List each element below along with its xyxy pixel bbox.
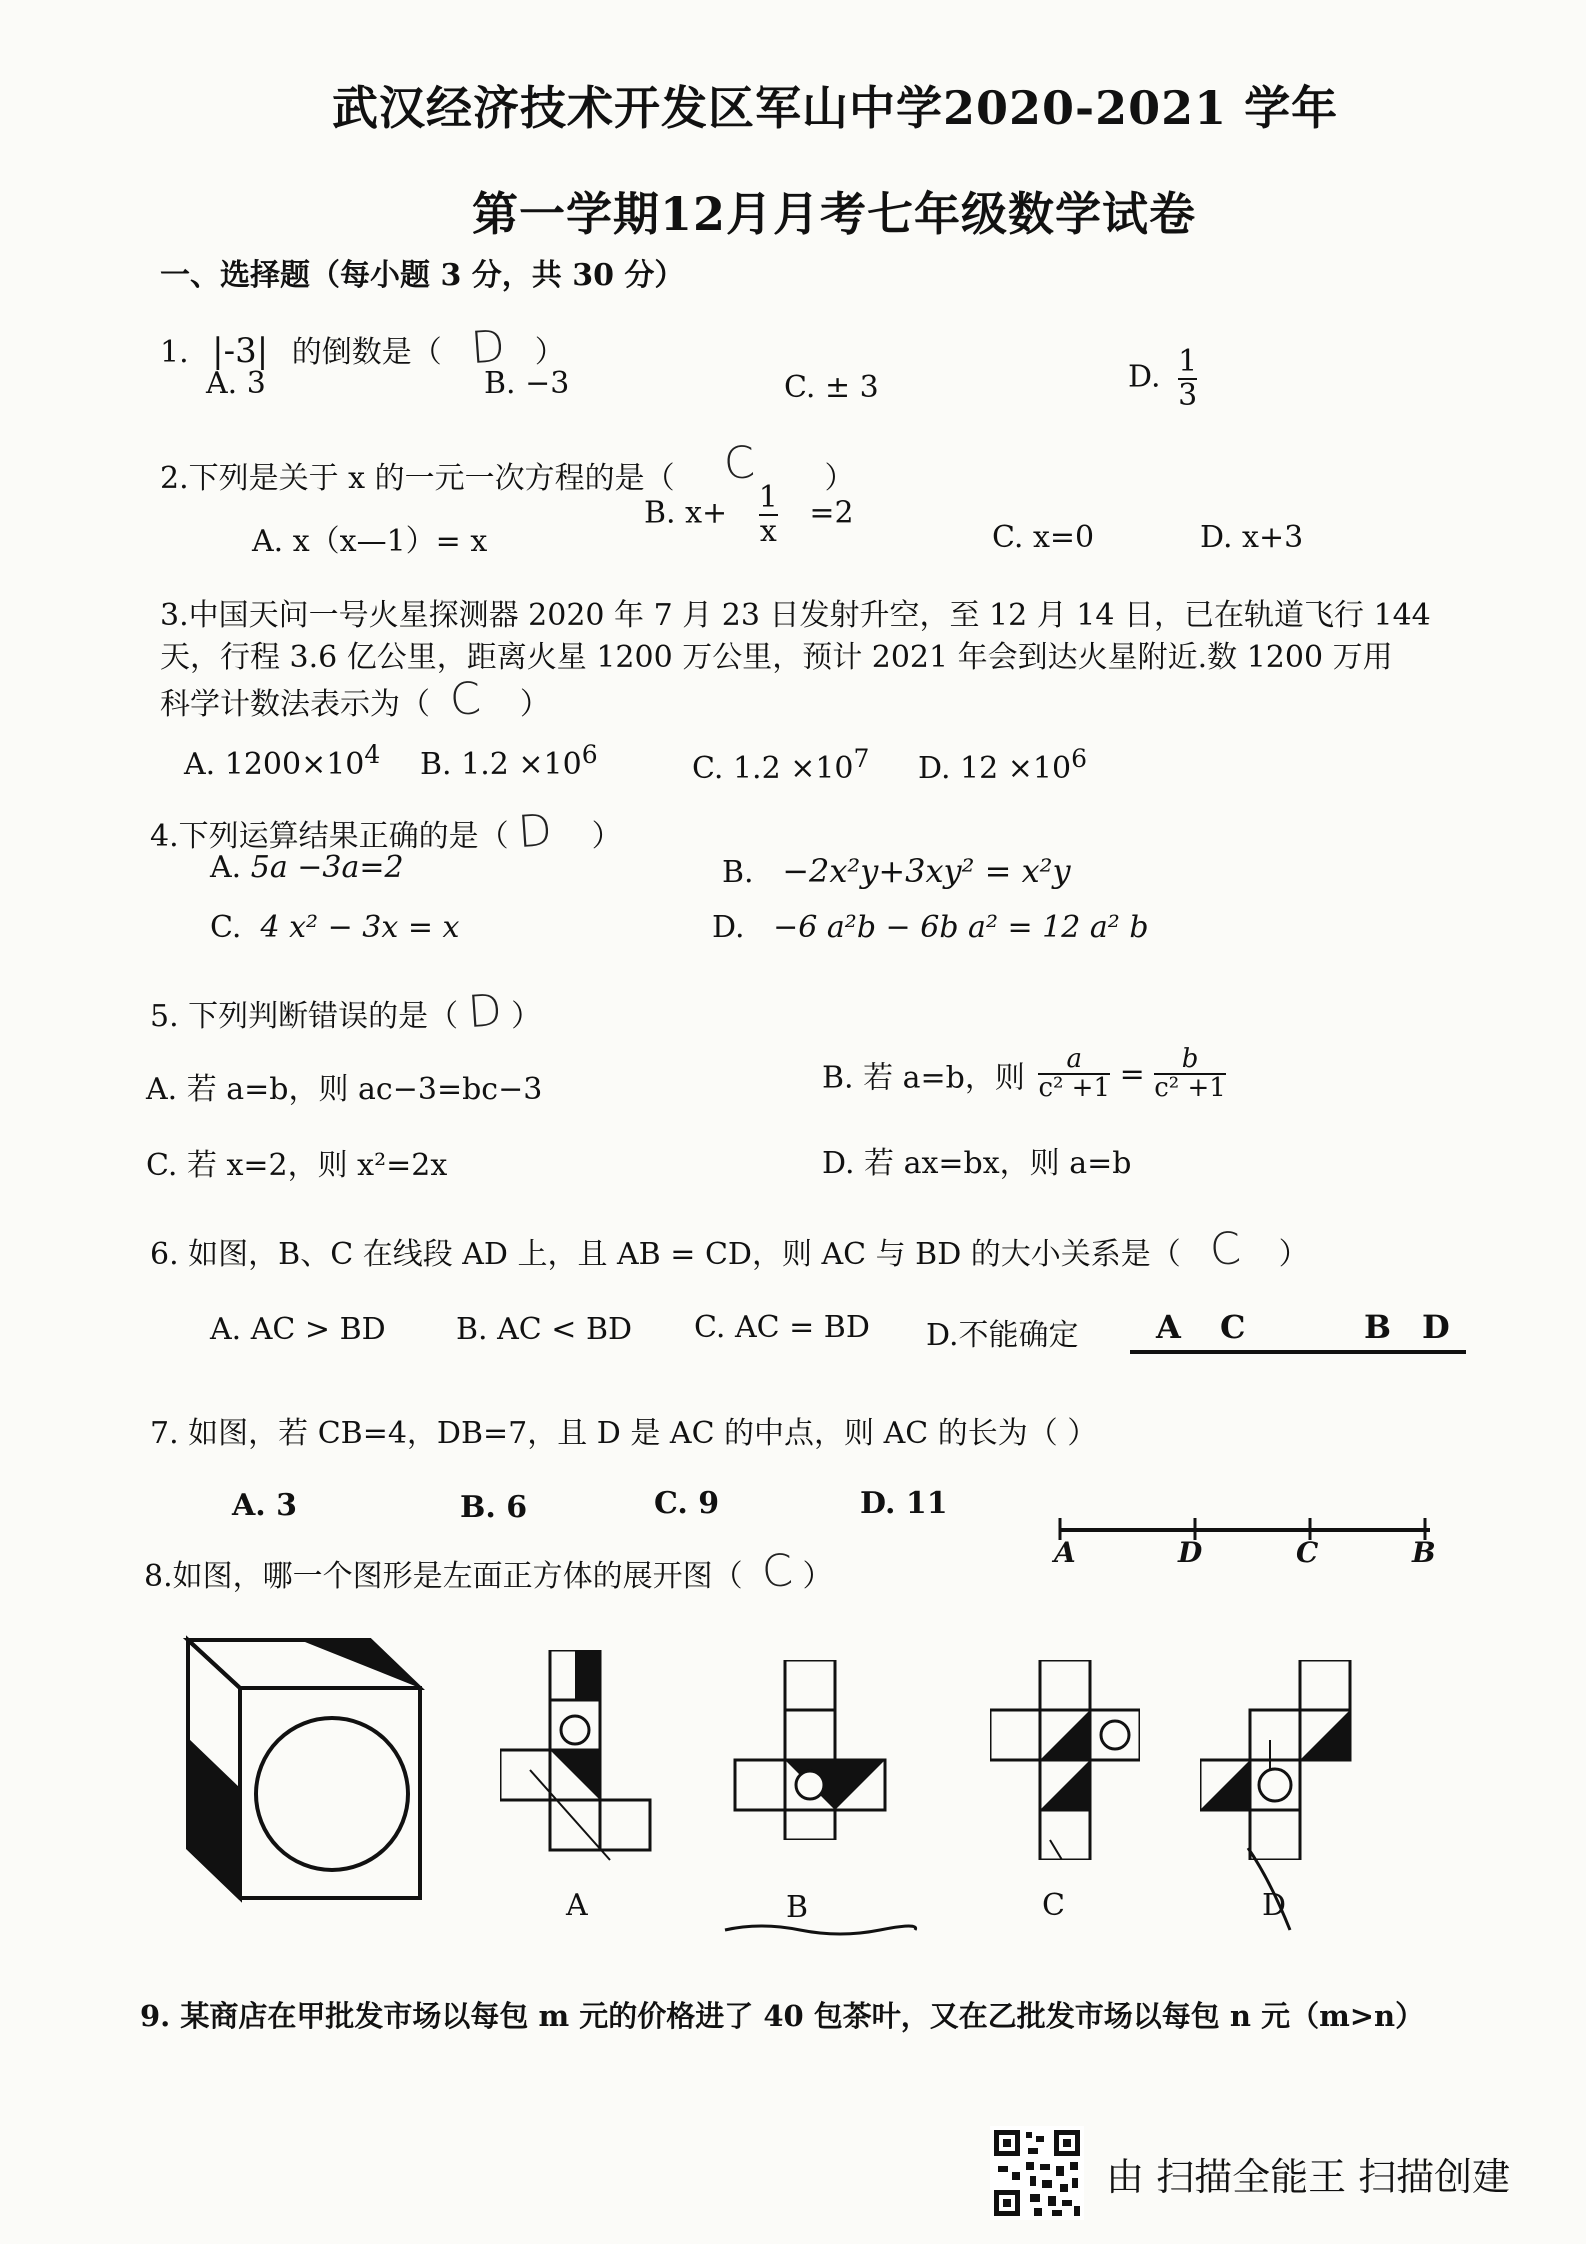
q5-option-a: A. 若 a=b，则 ac−3=bc−3: [146, 1072, 543, 1107]
question-8: [144, 1546, 832, 1597]
q4-option-b: [722, 852, 1071, 890]
title-line-2: 第一学期12月月考七年级数学试卷: [472, 187, 1197, 241]
q7-option-b: B. 6: [460, 1490, 528, 1525]
q8-close: ）: [802, 1559, 833, 1594]
q1-option-d-label: D.: [1128, 359, 1161, 395]
q3-c-exp: 7: [853, 744, 870, 773]
q6-point-b: B: [1364, 1308, 1392, 1346]
q4-c-expr: 4 x² − 3x = x: [260, 910, 460, 945]
q7-segment-line: [1050, 1500, 1440, 1540]
q7-point-b: B: [1412, 1536, 1436, 1569]
q2-answer: C: [722, 436, 757, 491]
q2-option-b-rest: =2: [809, 495, 854, 531]
q2-stem: 2.下列是关于 x 的一元一次方程的是（: [160, 461, 675, 496]
net-option-c: [990, 1660, 1140, 1860]
q8-answer: C: [760, 1544, 795, 1599]
q9-stem: 9. 某商店在甲批发市场以每包 m 元的价格进了 40 包茶叶，又在乙批发市场以每包 n 元（m>n）: [140, 1999, 1425, 2033]
q4-c-label: C.: [210, 910, 242, 945]
q4-option-c: [210, 910, 459, 945]
q3-d-base: D. 12 ×10: [918, 751, 1072, 786]
qr-code-icon: [990, 2126, 1084, 2220]
q6-option-c: C. AC = BD: [694, 1310, 870, 1345]
q6-segment-figure: [1130, 1304, 1470, 1364]
q4-close: ）: [591, 819, 622, 854]
q7-point-d: D: [1178, 1536, 1203, 1569]
question-6: [150, 1224, 1309, 1275]
q5-b-num2: b: [1181, 1044, 1199, 1074]
net-option-b: [730, 1660, 890, 1840]
q6-answer: C: [1208, 1222, 1243, 1277]
cube-figure: [180, 1628, 440, 1908]
q5-b-equals: =: [1119, 1056, 1145, 1092]
q2-option-b: [644, 482, 854, 547]
q4-b-label: B.: [722, 855, 754, 890]
q6-option-d: D.不能确定: [926, 1318, 1079, 1353]
q2-b-denominator: x: [759, 513, 777, 549]
q3-line-2: 天，行程 3.6 亿公里，距离火星 1200 万公里，预计 2021 年会到达火星附近.数 1200 万用: [160, 640, 1393, 675]
q5-b-den2: c² +1: [1154, 1073, 1226, 1104]
q4-option-d: [712, 910, 1149, 945]
q2-b-numerator: 1: [758, 480, 778, 515]
q6-point-a: A: [1156, 1308, 1181, 1346]
q3-line-1: 3.中国天问一号火星探测器 2020 年 7 月 23 日发射升空，至 12 月 14 日，已在轨道飞行 144: [160, 598, 1431, 633]
net-label-b: B: [786, 1890, 809, 1925]
net-label-c: C: [1042, 1888, 1065, 1923]
q2-option-c: C. x=0: [992, 520, 1095, 555]
q1-option-c: C. ± 3: [784, 370, 879, 405]
q2-option-a: A. x（x—1）= x: [252, 524, 488, 559]
q4-answer: D: [516, 804, 554, 859]
q5-option-c: C. 若 x=2，则 x²=2x: [146, 1148, 448, 1183]
q6-stem: 6. 如图，B、C 在线段 AD 上，且 AB = CD，则 AC 与 BD 的大小关系是（: [150, 1237, 1181, 1272]
q4-b-expr: −2x²y+3xy² = x²y: [782, 852, 1071, 890]
q6-close: ）: [1278, 1237, 1309, 1272]
q8-stem: 8.如图，哪一个图形是左面正方体的展开图（: [144, 1559, 743, 1594]
q3-line-3: [160, 674, 550, 725]
q4-d-expr: −6 a²b − 6b a² = 12 a² b: [773, 910, 1149, 945]
q1-option-d: [1128, 346, 1197, 411]
net-label-a: A: [566, 1888, 588, 1923]
question-5: [150, 986, 541, 1037]
q7-option-c: C. 9: [654, 1486, 720, 1521]
q3-a-exp: 4: [364, 740, 381, 769]
q5-b-num1: a: [1066, 1044, 1082, 1074]
q4-d-label: D.: [712, 910, 745, 945]
net-option-d: [1200, 1660, 1360, 1860]
q2-option-d: D. x+3: [1200, 520, 1304, 555]
q2-option-b-label: B. x+: [644, 495, 728, 531]
q3-c-base: C. 1.2 ×10: [692, 751, 854, 786]
q1-abs-value: |-3|: [212, 331, 269, 371]
q3-b-base: B. 1.2 ×10: [420, 747, 582, 782]
q4-option-a: [210, 850, 404, 885]
scanner-credit: 由 扫描全能王 扫描创建: [1106, 2155, 1511, 2199]
q1-option-a: A. 3: [206, 366, 266, 401]
q6-option-b: B. AC < BD: [456, 1312, 633, 1347]
q2-close: ）: [824, 461, 855, 496]
q6-point-c: C: [1220, 1308, 1246, 1346]
q5-option-b: [822, 1046, 1226, 1103]
q3-b-exp: 6: [581, 740, 598, 769]
net-b-underline: [720, 1920, 920, 1940]
q7-option-d: D. 11: [860, 1486, 948, 1521]
q3-answer: C: [447, 672, 483, 727]
net-label-d: D: [1262, 1888, 1287, 1923]
title-line-1: 武汉经济技术开发区军山中学2020-2021 学年: [332, 81, 1339, 135]
q7-option-a: A. 3: [232, 1488, 298, 1523]
q7-point-a: A: [1054, 1536, 1076, 1569]
q7-segment-figure: [1050, 1500, 1440, 1570]
q3-option-d: [918, 744, 1087, 786]
section-heading: 一、选择题（每小题 3 分，共 30 分）: [160, 258, 685, 293]
q1-option-b: B. −3: [484, 366, 570, 401]
q1-d-numerator: 1: [1178, 344, 1198, 379]
q3-d-exp: 6: [1071, 744, 1087, 773]
q6-option-a: A. AC > BD: [210, 1312, 386, 1347]
q1-stem: 的倒数是（: [291, 335, 442, 370]
q7-stem: 7. 如图，若 CB=4，DB=7，且 D 是 AC 的中点，则 AC 的长为（ ）: [150, 1416, 1098, 1451]
q7-point-c: C: [1296, 1536, 1319, 1569]
q1-d-denominator: 3: [1178, 377, 1198, 413]
q1-answer: D: [469, 320, 507, 375]
q3-close: ）: [519, 687, 550, 722]
q1-close: ）: [534, 335, 565, 370]
q3-option-b: [420, 740, 598, 782]
q5-b-label: B. 若 a=b，则: [822, 1060, 1025, 1096]
q3-option-a: [184, 740, 380, 782]
q5-option-d: D. 若 ax=bx，则 a=b: [822, 1146, 1132, 1181]
q3-option-c: [692, 744, 869, 786]
q5-answer: D: [465, 984, 504, 1039]
q1-number: 1.: [160, 335, 189, 370]
net-option-a: [500, 1650, 660, 1870]
q5-close: ）: [511, 999, 542, 1034]
q5-stem: 5. 下列判断错误的是（: [150, 999, 459, 1034]
q5-b-den1: c² +1: [1038, 1073, 1111, 1104]
q4-a-label: A.: [210, 850, 242, 885]
q6-point-d: D: [1422, 1308, 1450, 1346]
q3-line-3-text: 科学计数法表示为（: [160, 687, 430, 722]
q4-stem: 4.下列运算结果正确的是（: [150, 819, 509, 854]
q3-a-base: A. 1200×10: [184, 747, 365, 782]
net-d-strike: [1240, 1840, 1320, 1940]
q4-a-expr: 5a −3a=2: [250, 850, 404, 885]
